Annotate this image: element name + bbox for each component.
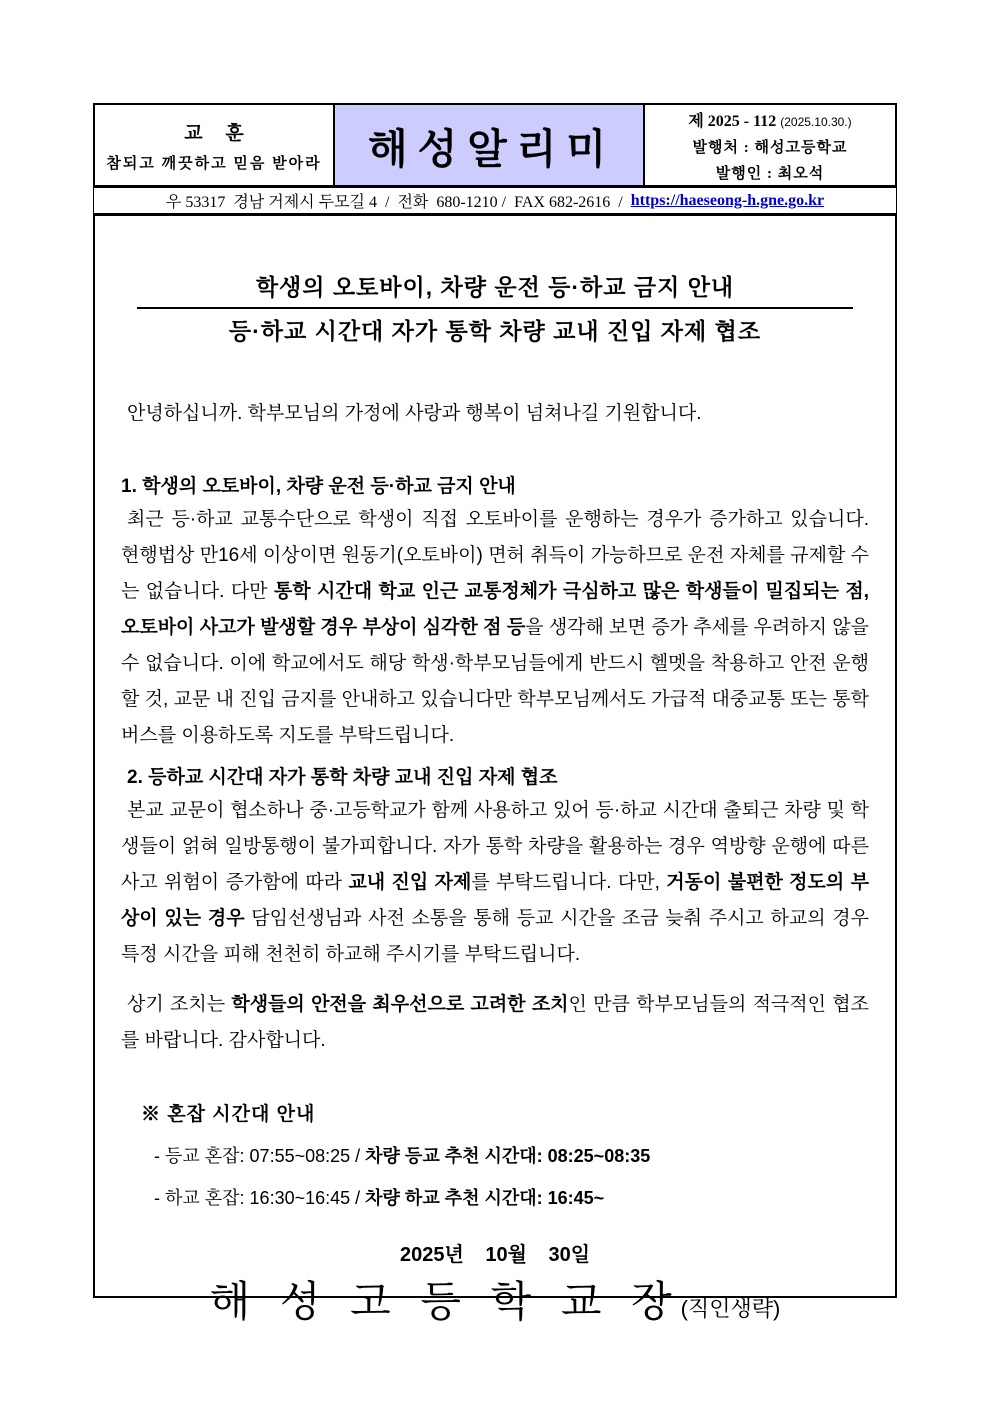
publisher-line: 발행처 : 해성고등학교 [692, 139, 848, 156]
congestion-heading: ※ 혼잡 시간대 안내 [141, 1104, 316, 1125]
congestion-item-afternoon: - 하교 혼잡: 16:30~16:45 / 차량 하교 추천 시간대: 16:45~ [154, 1188, 605, 1208]
address-text: 우 53317 경남 거제시 두모길 4 / 전화 680-1210 / FAX 682-2616 / [165, 194, 631, 211]
notice-body [93, 214, 897, 1325]
address-bar [93, 187, 897, 214]
congestion-item-morning: - 등교 혼잡: 07:55~08:25 / 차량 등교 추천 시간대: 08:25~08:35 [154, 1146, 651, 1166]
issue-info-cell [645, 105, 895, 185]
issue-date: (2025.10.30.) [780, 114, 852, 129]
motto-label: 교 훈 [184, 122, 253, 144]
motto-text: 참되고 깨끗하고 믿음 받아라 [106, 155, 322, 172]
title-divider [137, 307, 853, 309]
issue-number-line [688, 108, 851, 131]
closing-paragraph: 상기 조치는 학생들의 안전을 최우선으로 고려한 조치인 만큼 학부모님들의 적극적인 협조를 바랍니다. 감사합니다. [121, 994, 869, 1051]
signature-line [121, 1269, 869, 1329]
section2-paragraph: 본교 교문이 협소하나 중·고등학교가 함께 사용하고 있어 등·하교 시간대 출퇴근 차량 및 학생들이 얽혀 일방통행이 불가피합니다. 자가 통학 차량을 활용하는 경우 역방향 운행에 따른 사고 위험이 증가함에 따라 교내 진입 자제를 부탁드립니다. 다만, 거동이 불편한 정도의 부상이 있는 경우 담임선생님과 사전 소통을 통해 등교 시간을 조금 늦춰 주시고 하교의 경우 특정 시간을 피해 천천히 하교해 주시기를 부탁드립니다. [121, 800, 869, 965]
stamp-omitted-note: (직인생략) [680, 1296, 781, 1321]
notice-title-line1: 학생의 오토바이, 차량 운전 등·하교 금지 안내 [255, 274, 735, 300]
notice-title-line2: 등·하교 시간대 자가 통학 차량 교내 진입 자제 협조 [228, 318, 762, 344]
principal-signature: 해 성 고 등 학 교 장 [209, 1278, 681, 1325]
issue-number: 제 2025 - 112 [688, 112, 777, 130]
header-table [93, 103, 897, 187]
newsletter-title: 해성알리미 [335, 105, 645, 185]
issue-date-line: 2025년 10월 30일 [399, 1244, 591, 1266]
greeting-paragraph: 안녕하십니까. 학부모님의 가정에 사랑과 행복이 넘쳐나길 기원합니다. [127, 403, 702, 424]
section1-paragraph: 최근 등·하교 교통수단으로 학생이 직접 오토바이를 운행하는 경우가 증가하고 있습니다. 현행법상 만16세 이상이면 원동기(오토바이) 면허 취득이 가능하므로 운전 자체를 규제할 수는 없습니다. 다만 통학 시간대 학교 인근 교통정체가 극심하고 많은 학생들이 밀집되는 점, 오토바이 사고가 발생할 경우 부상이 심각한 점 등을 생각해 보면 증가 추세를 우려하지 않을 수 없습니다. 이에 학교에서도 해당 학생·학부모님들에게 반드시 헬멧을 착용하고 안전 운행할 것, 교문 내 진입 금지를 안내하고 있습니다만 학부모님께서도 가급적 대중교통 또는 통학버스를 이용하도록 지도를 부탁드립니다. [121, 509, 870, 746]
editor-line: 발행인 : 최오석 [715, 165, 825, 182]
section2-heading: 2. 등하교 시간대 자가 통학 차량 교내 진입 자제 협조 [127, 767, 558, 788]
school-website-link[interactable]: https://haeseong-h.gne.go.kr [630, 191, 825, 209]
motto-cell [95, 105, 335, 185]
section1-heading: 1. 학생의 오토바이, 차량 운전 등·하교 금지 안내 [121, 476, 516, 497]
